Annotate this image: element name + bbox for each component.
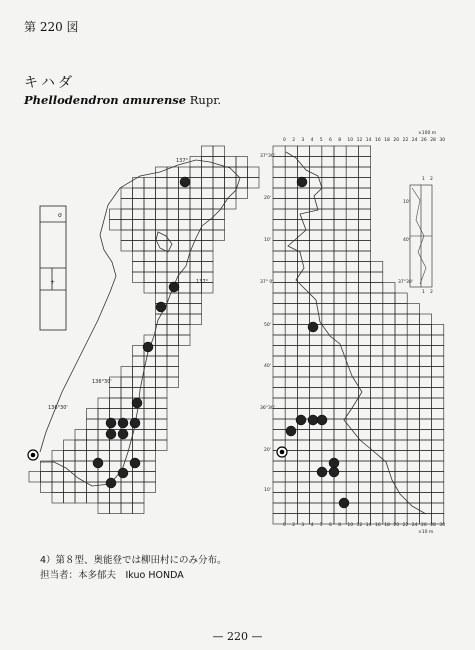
profile-tick-label: 12 [356,138,363,143]
page-number: — 220 — [212,630,263,643]
lat-label: 20' [264,448,271,453]
occurrence-dot [317,415,327,425]
lon-label-4: 136°30' [48,405,68,411]
occurrence-dot [297,177,307,187]
profile-tick-label: 8 [338,523,342,528]
profile-tick-label: 26 [421,523,427,528]
profile-tick-label: 14 [365,138,372,143]
occurrence-dot [169,282,179,292]
profile-tick-label: 22 [402,523,409,528]
occurrence-dot [143,342,153,352]
map-occurrence-dots [93,177,190,488]
profile-tick-label: 5 [319,138,323,143]
profile-tick-label: 0 [283,138,286,143]
occurrence-dot [296,415,306,425]
svg-text:+: + [50,279,56,286]
profile-bottom-ticks [283,522,445,528]
occurrence-dot [286,426,296,436]
occurrence-dot [93,458,103,468]
lon-label-1: 137° [176,158,189,164]
occurrence-dot [329,467,339,477]
profile-tick-label: 22 [402,138,409,143]
author-credit: 担当者：本多郁夫 Ikuo HONDA [40,570,184,581]
inset-label: 10' [403,200,410,205]
occurrence-dot [339,498,349,508]
inset-tick: 1 [422,290,425,295]
profile-tick-label: 20 [393,523,400,528]
profile-unit-bottom: ×10 m [418,530,434,535]
lat-label: 20' [264,196,271,201]
profile-tick-label: 0 [283,523,286,528]
profile-tick-label: 30 [439,138,446,143]
profile-tick-label: 28 [430,523,436,528]
elevation-profile-line [286,152,426,514]
profile-tick-label: 6 [329,523,332,528]
inset-profile [410,185,432,287]
occurrence-dot [156,302,166,312]
profile-tick-label: 6 [329,138,332,143]
lat-label: 50' [264,323,271,328]
occurrence-dot [317,467,327,477]
occurrence-dot [118,468,128,478]
occurrence-dot [132,398,142,408]
occurrence-dot [308,415,318,425]
scientific-name-binomial: Phellodendron amurense [24,93,187,107]
profile-tick-label: 5 [319,523,323,528]
occurrence-dot [329,458,339,468]
map-outlier-dot [28,450,38,460]
svg-text:σ: σ [58,212,62,219]
occurrence-dot [130,418,140,428]
profile-tick-label: 2 [292,138,296,143]
profile-tick-label: 4 [310,523,314,528]
profile-tick-label: 20 [393,138,400,143]
lon-label-2: 137° [196,279,209,285]
occurrence-dot [118,429,128,439]
distribution-note: 4）第８型、奥能登では柳田村にのみ分布。 [40,555,227,566]
inset-label: 37°30' [398,280,413,285]
occurrence-dot [130,458,140,468]
scientific-name-author: Rupr. [189,93,222,107]
profile-tick-label: 18 [384,523,390,528]
profile-tick-label: 14 [365,523,372,528]
lat-label: 40' [264,364,271,369]
inset-tick: 2 [430,290,433,295]
profile-tick-label: 10 [347,138,354,143]
occurrence-dot [180,177,190,187]
figure-label: 第 220 図 [24,20,79,34]
japanese-name: キハダ [24,75,75,91]
profile-unit-top: ×100 m [418,131,437,136]
profile-tick-label: 26 [421,138,427,143]
profile-tick-label: 16 [375,138,381,143]
profile-tick-label: 4 [310,138,314,143]
occurrence-dot [106,429,116,439]
lat-label: 37° 0' [260,280,274,285]
profile-tick-label: 24 [411,138,418,143]
profile-tick-label: 12 [356,523,363,528]
lat-label: 10' [264,488,271,493]
inset-tick: 1 [422,177,425,182]
occurrence-dot [106,478,116,488]
occurrence-dot [118,418,128,428]
profile-tick-label: 10 [347,523,354,528]
profile-tick-label: 3 [301,523,305,528]
profile-outlier-dot [277,447,287,457]
profile-tick-label: 24 [411,523,418,528]
occurrence-dot [308,322,318,332]
profile-tick-label: 18 [384,138,390,143]
profile-tick-label: 8 [338,138,342,143]
profile-occurrence-dots [286,177,349,508]
lat-label: 10' [264,238,271,243]
profile-tick-label: 30 [439,523,446,528]
lat-label: 37°30' [260,154,275,159]
lat-label: 36°30' [260,406,275,411]
profile-grid [273,146,444,524]
legend-box [40,206,66,330]
occurrence-dot [106,418,116,428]
profile-tick-label: 28 [430,138,436,143]
profile-top-ticks [283,137,445,143]
inset-label: 40' [403,238,410,243]
profile-tick-label: 2 [292,523,296,528]
lon-label-3: 136°30' [92,379,112,385]
inset-tick: 2 [430,177,433,182]
profile-tick-label: 16 [375,523,381,528]
profile-tick-label: 3 [301,138,305,143]
